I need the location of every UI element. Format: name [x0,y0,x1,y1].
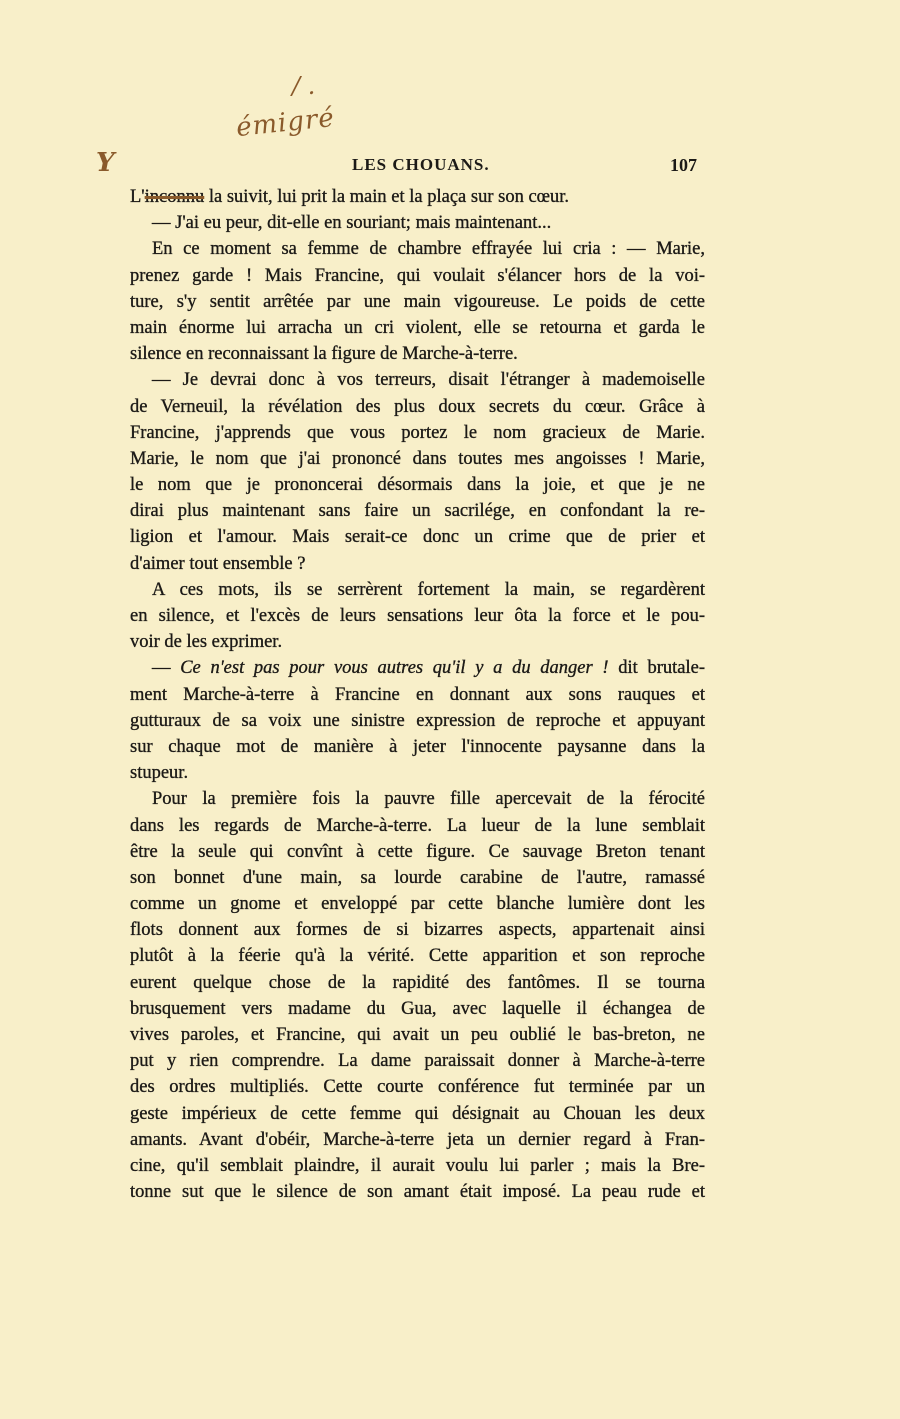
text-segment: sur chaque mot de manière à jeter l'innocente paysanne dans la [130,736,705,757]
text-line [130,1101,705,1127]
text-segment: Francine, j'apprends que vous portez le nom gracieux de Marie. [130,422,705,443]
text-segment: Marie, le nom que j'ai prononcé dans toutes mes angoisses ! Marie, [130,448,705,469]
text-line [130,1127,705,1153]
text-line [130,236,705,262]
text-line [130,891,705,917]
text-segment: des ordres multipliés. Cette courte conférence fut terminée par un [130,1077,705,1098]
text-line [130,1179,705,1205]
running-title: LES CHOUANS. [352,155,490,174]
text-segment: comme un gnome et enveloppé par cette blanche lumière dont les [130,894,705,915]
text-line [130,1074,705,1100]
text-segment: geste impérieux de cette femme qui désignait au Chouan les deux [130,1103,705,1124]
text-line [130,682,705,708]
text-segment: flots donnent aux formes de si bizarres aspects, appartenait ainsi [130,920,705,941]
text-line [130,839,705,865]
text-segment: tonne sut que le silence de son amant était imposé. La peau rude et [130,1182,705,1203]
text-segment: vives paroles, et Francine, qui avait un peu oublié le bas-breton, ne [130,1025,705,1045]
text-segment: — [152,658,181,679]
text-segment: ture, s'y sentit arrêtée par une main vigoureuse. Le poids de cette [130,291,705,312]
text-segment: prenez garde ! Mais Francine, qui voulait s'élancer hors de la voi- [130,265,705,286]
text-segment: silence en reconnaissant la figure de Marche-à-terre. [130,344,518,365]
text-line [130,734,705,760]
text-segment: ment Marche-à-terre à Francine en donnant aux sons rauques et [130,684,705,705]
handwritten-insertion-mark: Y [96,148,115,178]
struck-word: inconnu [144,187,205,207]
text-line [130,420,705,446]
page-number: 107 [670,155,697,175]
text-segment: A ces mots, ils se serrèrent fortement la main, se regardèrent [152,579,705,600]
text-line [130,603,705,629]
text-line [130,786,705,812]
text-line [130,289,705,315]
body-text [130,184,705,1205]
text-line [130,970,705,996]
text-line [130,446,705,472]
text-segment: le nom que je prononcerai désormais dans la joie, et que je ne [130,475,705,496]
text-segment: amants. Avant d'obéir, Marche-à-terre jeta un dernier regard à Fran- [130,1129,705,1150]
text-line [130,865,705,891]
text-line [130,629,705,655]
text-line [130,551,705,577]
text-segment: put y rien comprendre. La dame paraissait donner à Marche-à-terre [130,1051,705,1072]
handwritten-annotation: émigré [234,102,337,144]
text-segment: d'aimer tout ensemble ? [130,553,306,574]
text-line [130,943,705,969]
text-segment: eurent quelque chose de la rapidité des fantômes. Il se tourna [130,972,705,993]
text-segment: En ce moment sa femme de chambre effrayée lui cria : — Marie, [152,239,705,260]
text-line [130,996,705,1022]
text-segment: gutturaux de sa voix une sinistre expression de reproche et appuyant [130,710,705,731]
text-segment: — Je devrai donc à vos terreurs, disait l'étranger à mademoiselle [152,370,705,391]
text-line [130,394,705,420]
text-line [130,367,705,393]
text-segment: main énorme lui arracha un cri violent, elle se retourna et garda le [130,317,705,338]
text-segment: Pour la première fois la pauvre fille apercevait de la férocité [152,789,705,810]
italic-text: Ce n'est pas pour vous autres qu'il y a du danger ! [180,658,609,679]
text-segment: brusquement vers madame du Gua, avec laquelle il échangea de [130,998,705,1019]
text-segment: plutôt à la féerie qu'à la vérité. Cette apparition et son reproche [130,946,705,967]
text-line [130,760,705,786]
text-line [130,1048,705,1074]
text-segment: de Verneuil, la révélation des plus doux secrets du cœur. Grâce à [130,396,705,417]
text-segment: dirai plus maintenant sans faire un sacrilége, en confondant la re- [130,501,705,522]
text-line [130,315,705,341]
text-line [130,1022,705,1048]
text-segment: la suivit, lui prit la main et la plaça sur son cœur. [204,187,570,207]
text-line [130,498,705,524]
text-segment: ligion et l'amour. Mais serait-ce donc un crime que de prier et [130,527,705,548]
text-segment: être la seule qui convînt à cette figure. Ce sauvage Breton tenant [130,841,705,862]
text-line [130,577,705,603]
text-line [130,917,705,943]
text-line [130,524,705,550]
text-segment: L' [130,187,145,207]
text-line [130,813,705,839]
text-segment: son bonnet d'une main, sa lourde carabine de l'autre, ramassé [130,867,705,888]
text-line [130,472,705,498]
text-line [130,263,705,289]
text-segment: voir de les exprimer. [130,632,283,653]
text-segment: en silence, et l'excès de leurs sensations leur ôta la force et le pou- [130,606,705,626]
text-segment: cine, qu'il semblait plaindre, il aurait voulu lui parler ; mais la Bre- [130,1155,705,1176]
text-segment: — J'ai eu peur, dit-elle en souriant; mais maintenant... [152,213,552,234]
text-line [130,341,705,367]
text-line [130,184,705,210]
text-line [130,1153,705,1179]
handwritten-mark: / . [292,72,316,100]
text-segment: dit brutale- [608,658,706,679]
text-line [130,655,705,681]
text-segment: dans les regards de Marche-à-terre. La lueur de la lune semblait [130,815,705,836]
text-line [130,708,705,734]
text-segment: stupeur. [130,763,189,784]
text-line [130,210,705,236]
